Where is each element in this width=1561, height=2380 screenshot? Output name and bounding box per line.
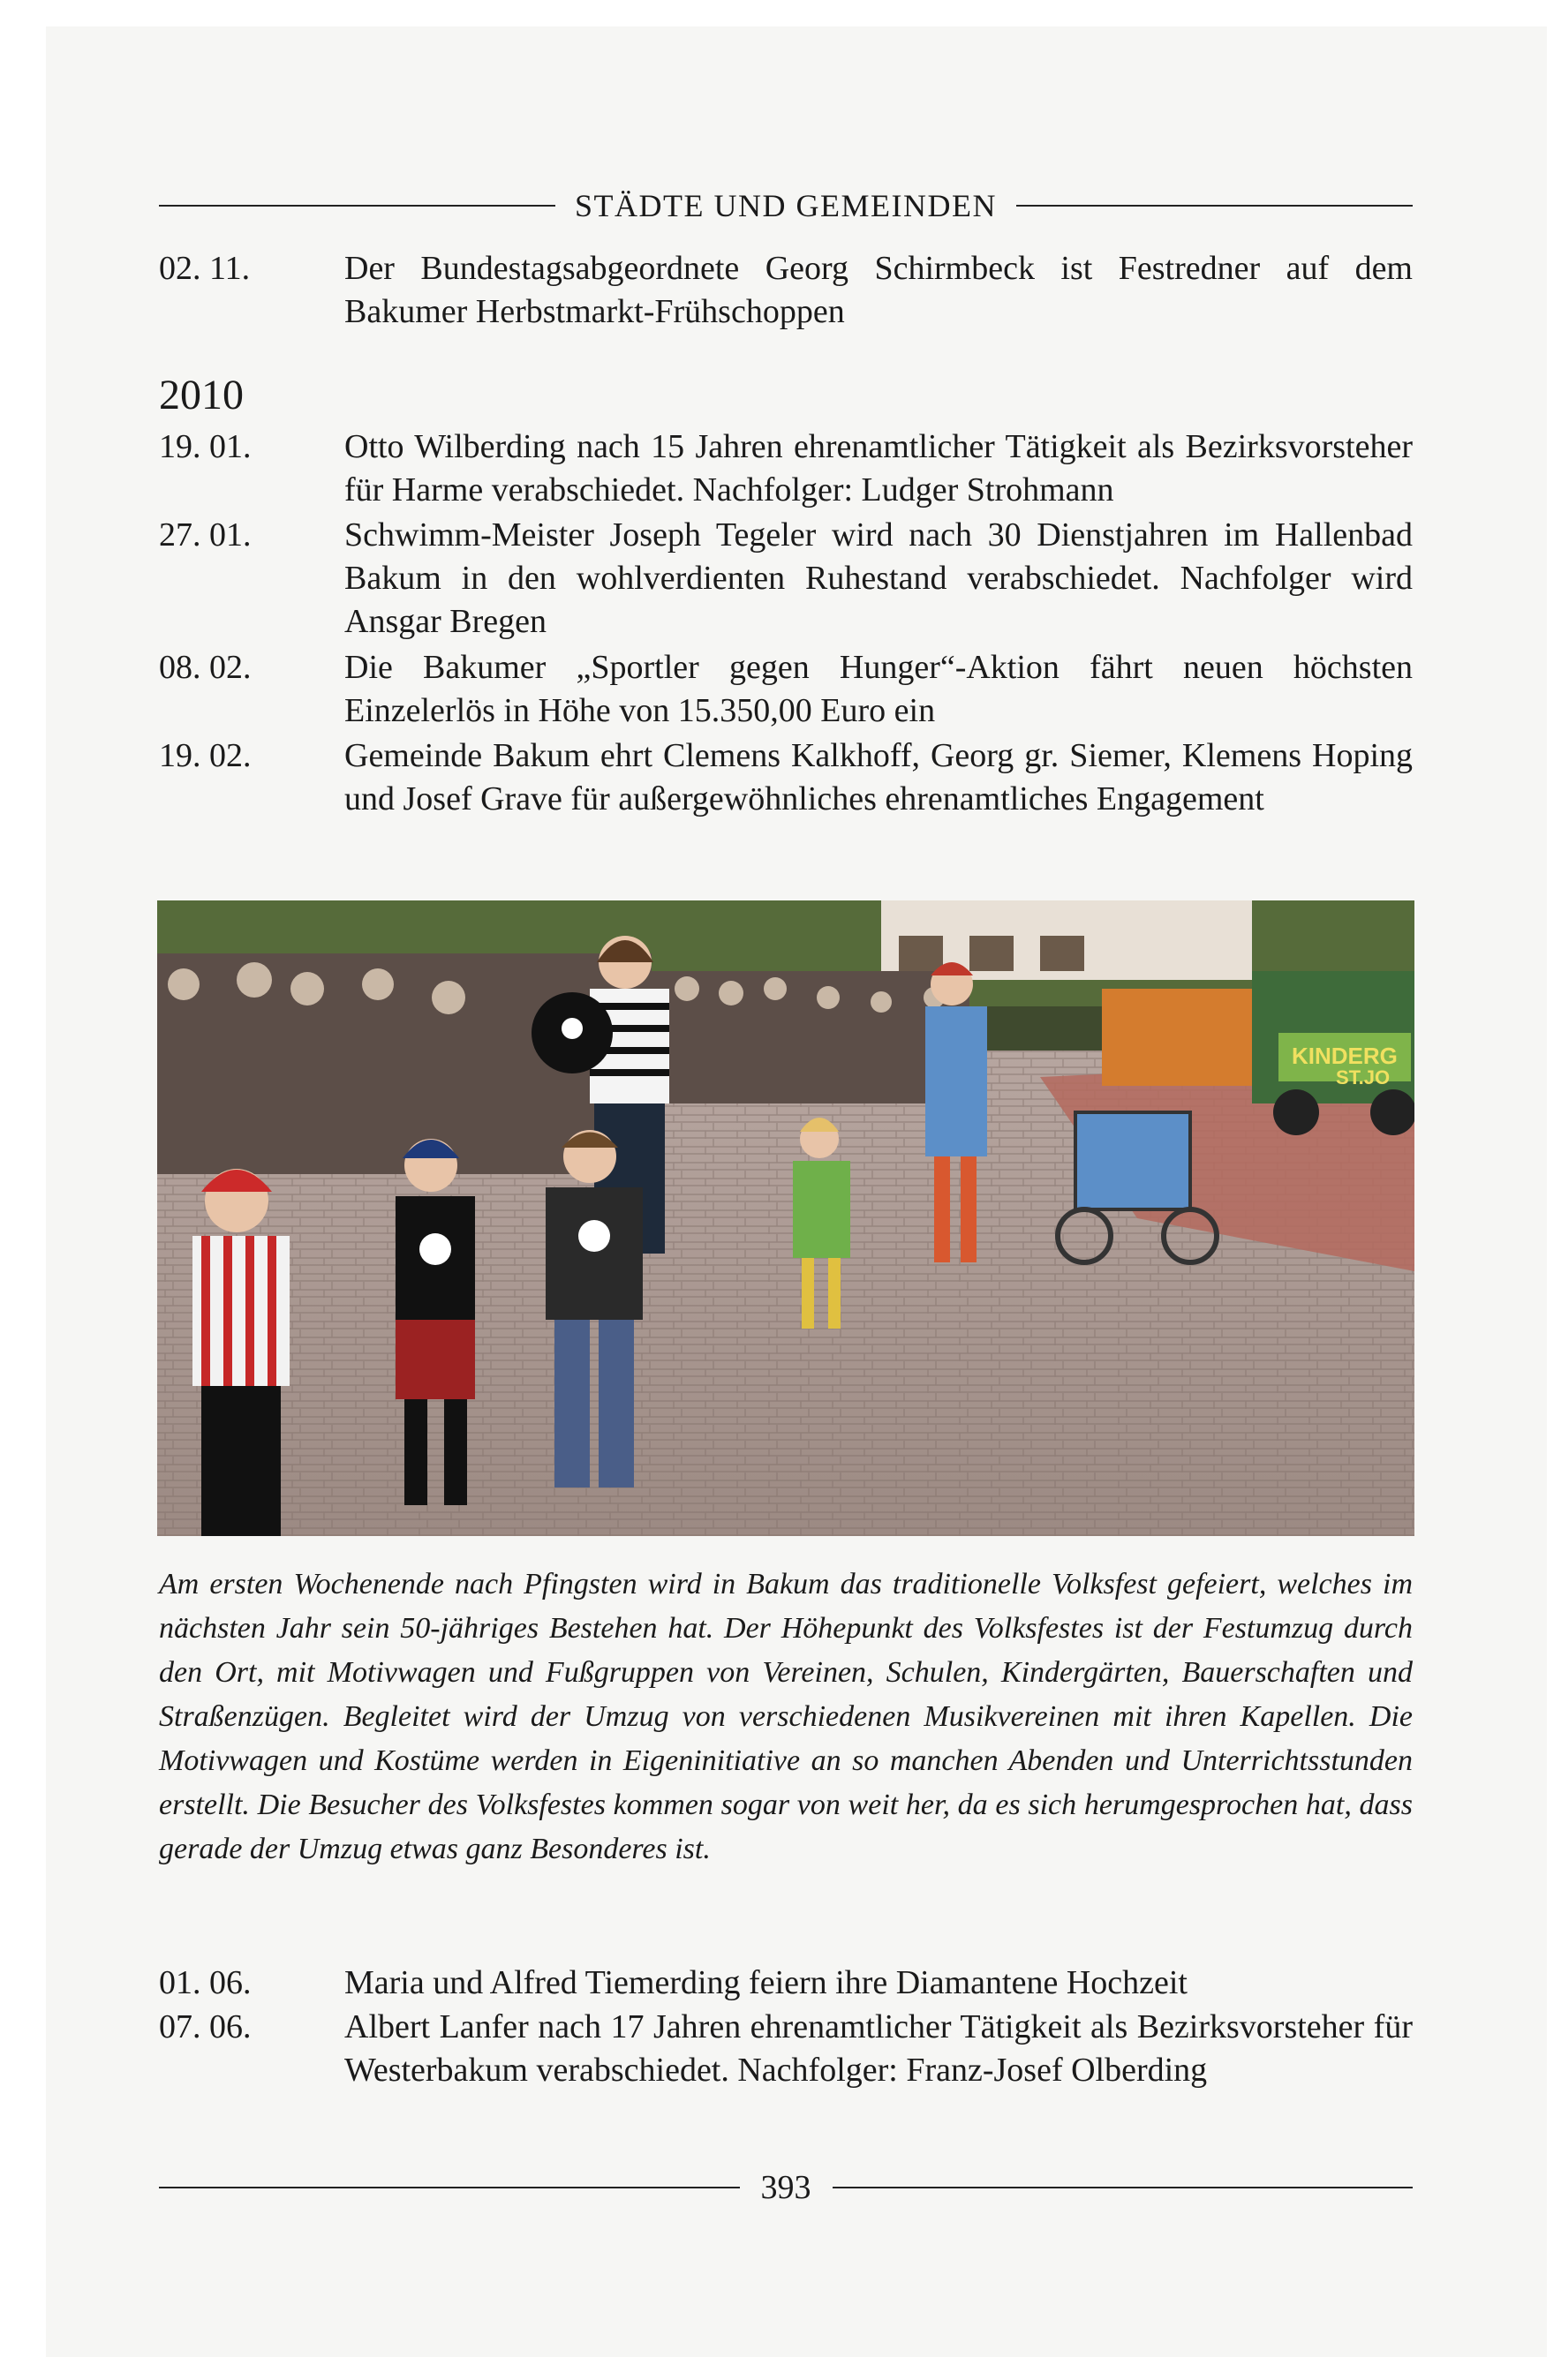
chronicle-entry xyxy=(159,426,1413,512)
entry-text: Die Bakumer „Sportler gegen Hunger“-Aktion fährt neuen höchsten Einzelerlös in Höhe von 15.350,00 Euro ein xyxy=(344,649,1413,729)
header-rule-left xyxy=(159,205,555,207)
entry-text: Der Bundestagsabgeordnete Georg Schirmbeck ist Festredner auf dem Bakumer Herbstmarkt-Frühschoppen xyxy=(344,250,1413,330)
footer-rule-left xyxy=(159,2187,740,2188)
entry-text: Schwimm-Meister Joseph Tegeler wird nach 30 Dienstjahren im Hallenbad Bakum in den wohlverdienten Ruhestand verabschiedet. Nachfolger wird Ansgar Bregen xyxy=(344,516,1413,640)
float-sign-text-2: ST.JO xyxy=(1336,1066,1391,1088)
entry-date: 19. 01. xyxy=(159,428,252,465)
running-header xyxy=(159,181,1413,230)
entry-date: 27. 01. xyxy=(159,516,252,554)
year-heading: 2010 xyxy=(159,372,244,418)
entry-date: 01. 06. xyxy=(159,1964,252,2001)
header-rule-right xyxy=(1016,205,1413,207)
header-title: STÄDTE UND GEMEINDEN xyxy=(575,188,997,223)
entry-date: 08. 02. xyxy=(159,649,252,686)
entry-date: 07. 06. xyxy=(159,2008,252,2045)
entry-text: Maria und Alfred Tiemerding feiern ihre Diamantene Hochzeit xyxy=(344,1964,1188,2001)
footer-rule-right xyxy=(833,2187,1414,2188)
entry-date: 19. 02. xyxy=(159,737,252,774)
entry-text: Albert Lanfer nach 17 Jahren ehrenamtlicher Tätigkeit als Bezirksvorsteher für Westerbakum verabschiedet. Nachfolger: Franz-Josef Olberding xyxy=(344,2008,1413,2089)
parade-photo-illustration xyxy=(157,900,1414,1536)
chronicle-entry xyxy=(159,2006,1413,2092)
chronicle-entry xyxy=(159,514,1413,644)
page-number: 393 xyxy=(760,2169,811,2206)
chronicle-entry xyxy=(159,734,1413,821)
chronicle-entry xyxy=(159,1962,1413,2005)
parade-photo xyxy=(157,900,1414,1536)
photo-caption: Am ersten Wochenende nach Pfingsten wird in Bakum das traditionelle Volksfest gefeiert, welches im nächsten Jahr sein 50-jähriges Bestehen hat. Der Höhepunkt des Volksfestes ist der Festumzug durch den Ort, mit Motivwagen und Fußgruppen von Vereinen, Schulen, Kindergärten, Bauerschaften und Straßenzügen. Begleitet wird der Umzug von verschiedenen Musikvereinen mit ihren Kapellen. Die Motivwagen und Kostüme werden in Eigeninitiative an so manchen Abenden und Unterrichtsstunden erstellt. Die Besucher des Volksfestes kommen sogar von weit her, da es sich herumgesprochen hat, dass gerade der Umzug etwas ganz Besonderes ist. xyxy=(159,1568,1413,1865)
chronicle-entry xyxy=(159,247,1413,334)
float-sign-text-1: KINDERG xyxy=(1292,1043,1398,1069)
entry-text: Gemeinde Bakum ehrt Clemens Kalkhoff, Georg gr. Siemer, Klemens Hoping und Josef Grave für außergewöhnliches ehrenamtliches Engagement xyxy=(344,737,1413,817)
chronicle-entry xyxy=(159,646,1413,733)
page-footer xyxy=(159,2161,1413,2214)
entry-date: 02. 11. xyxy=(159,250,251,287)
entry-text: Otto Wilberding nach 15 Jahren ehrenamtlicher Tätigkeit als Bezirksvorsteher für Harme verabschiedet. Nachfolger: Ludger Strohmann xyxy=(344,428,1413,508)
